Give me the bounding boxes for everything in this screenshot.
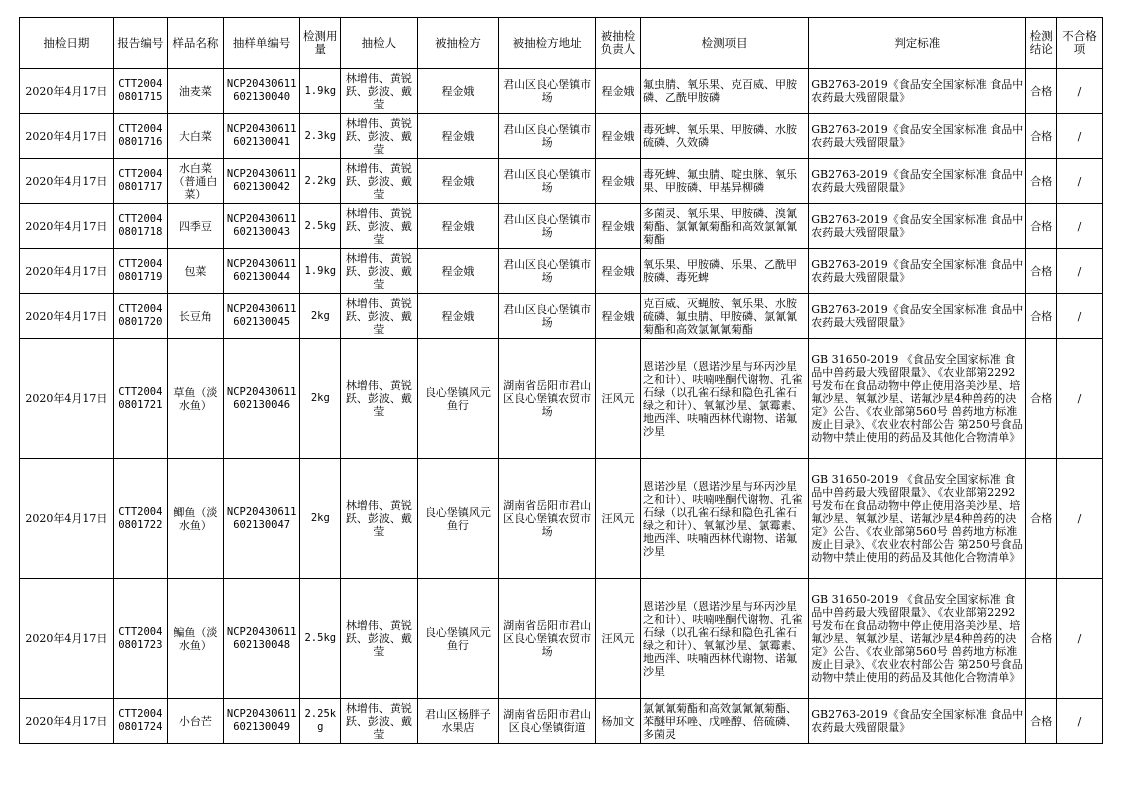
cell-sample: 草鱼（淡水鱼） bbox=[167, 339, 223, 459]
cell-standard: GB2763-2019《食品安全国家标准 食品中农药最大残留限量》 bbox=[809, 249, 1026, 294]
header-cell: 不合格项 bbox=[1057, 18, 1103, 69]
cell-sample: 长豆角 bbox=[167, 294, 223, 339]
cell-address: 湖南省岳阳市君山区良心堡镇农贸市场 bbox=[499, 339, 596, 459]
header-cell: 抽检人 bbox=[341, 18, 417, 69]
cell-inspected: 君山区杨胖子水果店 bbox=[417, 699, 499, 744]
table-row bbox=[20, 699, 1103, 744]
cell-sample: 包菜 bbox=[167, 249, 223, 294]
cell-items: 克百威、灭蝇胺、氧乐果、水胺硫磷、氟虫腈、甲胺磷、氯氰氰菊酯和高效氯氰氰菊酯 bbox=[640, 294, 808, 339]
cell-amount: 2.2kg bbox=[300, 159, 341, 204]
header-cell: 检测用量 bbox=[300, 18, 341, 69]
table-row bbox=[20, 249, 1103, 294]
cell-amount: 2.5kg bbox=[300, 579, 341, 699]
cell-inspector: 林增伟、黄锐跃、彭波、戴莹 bbox=[341, 579, 417, 699]
header-cell: 抽检日期 bbox=[20, 18, 114, 69]
cell-report-no: CTT20040801722 bbox=[113, 459, 167, 579]
cell-unqualified: / bbox=[1057, 294, 1103, 339]
cell-unqualified: / bbox=[1057, 459, 1103, 579]
cell-address: 湖南省岳阳市君山区良心堡镇农贸市场 bbox=[499, 459, 596, 579]
cell-unqualified: / bbox=[1057, 114, 1103, 159]
cell-inspected: 程金娥 bbox=[417, 159, 499, 204]
cell-result: 合格 bbox=[1026, 249, 1057, 294]
cell-unqualified: / bbox=[1057, 579, 1103, 699]
cell-address: 君山区良心堡镇市场 bbox=[499, 69, 596, 114]
cell-items: 毒死蜱、氧乐果、甲胺磷、水胺硫磷、久效磷 bbox=[640, 114, 808, 159]
cell-person: 程金娥 bbox=[596, 204, 641, 249]
cell-result: 合格 bbox=[1026, 204, 1057, 249]
cell-person: 程金娥 bbox=[596, 159, 641, 204]
header-cell: 报告编号 bbox=[113, 18, 167, 69]
cell-items: 氯氰氰菊酯和高效氯氰氰菊酯、苯醚甲环唑、戊唑醇、倍硫磷、多菌灵 bbox=[640, 699, 808, 744]
cell-date: 2020年4月17日 bbox=[20, 114, 114, 159]
cell-sampling-no: NCP20430611602130045 bbox=[223, 294, 299, 339]
cell-person: 汪风元 bbox=[596, 579, 641, 699]
cell-report-no: CTT20040801719 bbox=[113, 249, 167, 294]
cell-inspected: 程金娥 bbox=[417, 114, 499, 159]
header-cell: 被抽检方地址 bbox=[499, 18, 596, 69]
cell-date: 2020年4月17日 bbox=[20, 249, 114, 294]
cell-sampling-no: NCP20430611602130048 bbox=[223, 579, 299, 699]
cell-person: 汪风元 bbox=[596, 339, 641, 459]
cell-standard: GB 31650-2019 《食品安全国家标准 食品中兽药最大残留限量》、《农业部第2292号发布在食品动物中停止使用洛美沙星、培氟沙星、氧氟沙星、诺氟沙星4种兽药的决定》公告、《农业部第560号 兽药地方标准废止目录》、《农业农村部公告 第250号食品动物中禁止使用的药品及其他化合物清单》 bbox=[809, 459, 1026, 579]
table-row bbox=[20, 69, 1103, 114]
table-row bbox=[20, 204, 1103, 249]
cell-inspected: 良心堡镇风元鱼行 bbox=[417, 339, 499, 459]
cell-person: 汪风元 bbox=[596, 459, 641, 579]
cell-standard: GB2763-2019《食品安全国家标准 食品中农药最大残留限量》 bbox=[809, 114, 1026, 159]
cell-inspector: 林增伟、黄锐跃、彭波、戴莹 bbox=[341, 249, 417, 294]
cell-report-no: CTT20040801720 bbox=[113, 294, 167, 339]
cell-amount: 1.9kg bbox=[300, 69, 341, 114]
cell-inspected: 程金娥 bbox=[417, 69, 499, 114]
cell-date: 2020年4月17日 bbox=[20, 204, 114, 249]
cell-address: 君山区良心堡镇市场 bbox=[499, 204, 596, 249]
cell-inspector: 林增伟、黄锐跃、彭波、戴莹 bbox=[341, 204, 417, 249]
cell-person: 杨加文 bbox=[596, 699, 641, 744]
cell-inspector: 林增伟、黄锐跃、彭波、戴莹 bbox=[341, 459, 417, 579]
cell-unqualified: / bbox=[1057, 204, 1103, 249]
cell-inspected: 程金娥 bbox=[417, 249, 499, 294]
cell-sampling-no: NCP20430611602130040 bbox=[223, 69, 299, 114]
cell-inspector: 林增伟、黄锐跃、彭波、戴莹 bbox=[341, 114, 417, 159]
cell-items: 恩诺沙星（恩诺沙星与环丙沙星之和计）、呋喃唑酮代谢物、孔雀石绿（以孔雀石绿和隐色孔雀石绿之和计）、氧氟沙星、氯霉素、地西泮、呋喃西林代谢物、诺氟沙星 bbox=[640, 579, 808, 699]
cell-result: 合格 bbox=[1026, 294, 1057, 339]
cell-amount: 1.9kg bbox=[300, 249, 341, 294]
header-cell: 判定标准 bbox=[809, 18, 1026, 69]
cell-date: 2020年4月17日 bbox=[20, 159, 114, 204]
header-cell: 被抽检负责人 bbox=[596, 18, 641, 69]
cell-standard: GB2763-2019《食品安全国家标准 食品中农药最大残留限量》 bbox=[809, 699, 1026, 744]
cell-standard: GB2763-2019《食品安全国家标准 食品中农药最大残留限量》 bbox=[809, 69, 1026, 114]
cell-result: 合格 bbox=[1026, 459, 1057, 579]
cell-address: 湖南省岳阳市君山区良心堡镇农贸市场 bbox=[499, 579, 596, 699]
table-row bbox=[20, 294, 1103, 339]
cell-address: 君山区良心堡镇市场 bbox=[499, 159, 596, 204]
cell-amount: 2kg bbox=[300, 459, 341, 579]
cell-inspected: 良心堡镇风元鱼行 bbox=[417, 579, 499, 699]
cell-report-no: CTT20040801715 bbox=[113, 69, 167, 114]
table-row bbox=[20, 459, 1103, 579]
table-row bbox=[20, 114, 1103, 159]
cell-sample: 油麦菜 bbox=[167, 69, 223, 114]
table-row bbox=[20, 159, 1103, 204]
cell-inspector: 林增伟、黄锐跃、彭波、戴莹 bbox=[341, 339, 417, 459]
cell-sample: 水白菜（普通白菜） bbox=[167, 159, 223, 204]
cell-result: 合格 bbox=[1026, 114, 1057, 159]
cell-result: 合格 bbox=[1026, 69, 1057, 114]
header-cell: 样品名称 bbox=[167, 18, 223, 69]
cell-sample: 大白菜 bbox=[167, 114, 223, 159]
cell-inspector: 林增伟、黄锐跃、彭波、戴莹 bbox=[341, 69, 417, 114]
header-cell: 抽样单编号 bbox=[223, 18, 299, 69]
cell-amount: 2.25kg bbox=[300, 699, 341, 744]
cell-standard: GB 31650-2019 《食品安全国家标准 食品中兽药最大残留限量》、《农业部第2292号发布在食品动物中停止使用洛美沙星、培氟沙星、氧氟沙星、诺氟沙星4种兽药的决定》公告、《农业部第560号 兽药地方标准废止目录》、《农业农村部公告 第250号食品动物中禁止使用的药品及其他化合物清单》 bbox=[809, 579, 1026, 699]
header-cell: 检测项目 bbox=[640, 18, 808, 69]
table-row bbox=[20, 579, 1103, 699]
cell-amount: 2.5kg bbox=[300, 204, 341, 249]
cell-inspector: 林增伟、黄锐跃、彭波、戴莹 bbox=[341, 159, 417, 204]
cell-result: 合格 bbox=[1026, 699, 1057, 744]
cell-person: 程金娥 bbox=[596, 69, 641, 114]
cell-sampling-no: NCP20430611602130042 bbox=[223, 159, 299, 204]
cell-report-no: CTT20040801723 bbox=[113, 579, 167, 699]
table-body bbox=[20, 69, 1103, 744]
cell-standard: GB 31650-2019 《食品安全国家标准 食品中兽药最大残留限量》、《农业部第2292号发布在食品动物中停止使用洛美沙星、培氟沙星、氧氟沙星、诺氟沙星4种兽药的决定》公告、《农业部第560号 兽药地方标准废止目录》、《农业农村部公告 第250号食品动物中禁止使用的药品及其他化合物清单》 bbox=[809, 339, 1026, 459]
cell-sample: 小台芒 bbox=[167, 699, 223, 744]
cell-inspected: 良心堡镇风元鱼行 bbox=[417, 459, 499, 579]
cell-sampling-no: NCP20430611602130044 bbox=[223, 249, 299, 294]
cell-standard: GB2763-2019《食品安全国家标准 食品中农药最大残留限量》 bbox=[809, 159, 1026, 204]
cell-unqualified: / bbox=[1057, 69, 1103, 114]
cell-address: 君山区良心堡镇市场 bbox=[499, 114, 596, 159]
cell-unqualified: / bbox=[1057, 159, 1103, 204]
cell-report-no: CTT20040801724 bbox=[113, 699, 167, 744]
cell-standard: GB2763-2019《食品安全国家标准 食品中农药最大残留限量》 bbox=[809, 204, 1026, 249]
cell-standard: GB2763-2019《食品安全国家标准 食品中农药最大残留限量》 bbox=[809, 294, 1026, 339]
cell-items: 毒死蜱、氟虫腈、啶虫脒、氧乐果、甲胺磷、甲基异柳磷 bbox=[640, 159, 808, 204]
cell-person: 程金娥 bbox=[596, 114, 641, 159]
cell-items: 氟虫腈、氧乐果、克百威、甲胺磷、乙酰甲胺磷 bbox=[640, 69, 808, 114]
cell-result: 合格 bbox=[1026, 159, 1057, 204]
cell-unqualified: / bbox=[1057, 339, 1103, 459]
cell-sampling-no: NCP20430611602130047 bbox=[223, 459, 299, 579]
cell-date: 2020年4月17日 bbox=[20, 339, 114, 459]
cell-amount: 2kg bbox=[300, 339, 341, 459]
cell-sampling-no: NCP20430611602130043 bbox=[223, 204, 299, 249]
cell-date: 2020年4月17日 bbox=[20, 459, 114, 579]
cell-result: 合格 bbox=[1026, 579, 1057, 699]
cell-date: 2020年4月17日 bbox=[20, 579, 114, 699]
cell-items: 多菌灵、氧乐果、甲胺磷、溴氰菊酯、氯氰氰菊酯和高效氯氰氰菊酯 bbox=[640, 204, 808, 249]
cell-amount: 2.3kg bbox=[300, 114, 341, 159]
cell-report-no: CTT20040801721 bbox=[113, 339, 167, 459]
cell-date: 2020年4月17日 bbox=[20, 699, 114, 744]
cell-amount: 2kg bbox=[300, 294, 341, 339]
cell-items: 恩诺沙星（恩诺沙星与环丙沙星之和计）、呋喃唑酮代谢物、孔雀石绿（以孔雀石绿和隐色孔雀石绿之和计）、氧氟沙星、氯霉素、地西泮、呋喃西林代谢物、诺氟沙星 bbox=[640, 459, 808, 579]
inspection-table bbox=[19, 17, 1103, 744]
header-cell: 检测结论 bbox=[1026, 18, 1057, 69]
cell-report-no: CTT20040801717 bbox=[113, 159, 167, 204]
cell-report-no: CTT20040801718 bbox=[113, 204, 167, 249]
cell-date: 2020年4月17日 bbox=[20, 69, 114, 114]
cell-report-no: CTT20040801716 bbox=[113, 114, 167, 159]
header-row bbox=[20, 18, 1103, 69]
cell-sample: 四季豆 bbox=[167, 204, 223, 249]
cell-address: 湖南省岳阳市君山区良心堡镇街道 bbox=[499, 699, 596, 744]
cell-inspected: 程金娥 bbox=[417, 204, 499, 249]
cell-sampling-no: NCP20430611602130049 bbox=[223, 699, 299, 744]
cell-sampling-no: NCP20430611602130041 bbox=[223, 114, 299, 159]
cell-items: 氧乐果、甲胺磷、乐果、乙酰甲胺磷、毒死蜱 bbox=[640, 249, 808, 294]
cell-sampling-no: NCP20430611602130046 bbox=[223, 339, 299, 459]
cell-date: 2020年4月17日 bbox=[20, 294, 114, 339]
cell-unqualified: / bbox=[1057, 249, 1103, 294]
cell-person: 程金娥 bbox=[596, 249, 641, 294]
header-cell: 被抽检方 bbox=[417, 18, 499, 69]
table-row bbox=[20, 339, 1103, 459]
cell-person: 程金娥 bbox=[596, 294, 641, 339]
cell-items: 恩诺沙星（恩诺沙星与环丙沙星之和计）、呋喃唑酮代谢物、孔雀石绿（以孔雀石绿和隐色孔雀石绿之和计）、氧氟沙星、氯霉素、地西泮、呋喃西林代谢物、诺氟沙星 bbox=[640, 339, 808, 459]
cell-unqualified: / bbox=[1057, 699, 1103, 744]
cell-sample: 鳊鱼（淡水鱼） bbox=[167, 579, 223, 699]
cell-address: 君山区良心堡镇市场 bbox=[499, 249, 596, 294]
cell-inspector: 林增伟、黄锐跃、彭波、戴莹 bbox=[341, 294, 417, 339]
cell-sample: 鲫鱼（淡水鱼） bbox=[167, 459, 223, 579]
cell-result: 合格 bbox=[1026, 339, 1057, 459]
cell-inspector: 林增伟、黄锐跃、彭波、戴莹 bbox=[341, 699, 417, 744]
cell-address: 君山区良心堡镇市场 bbox=[499, 294, 596, 339]
cell-inspected: 程金娥 bbox=[417, 294, 499, 339]
